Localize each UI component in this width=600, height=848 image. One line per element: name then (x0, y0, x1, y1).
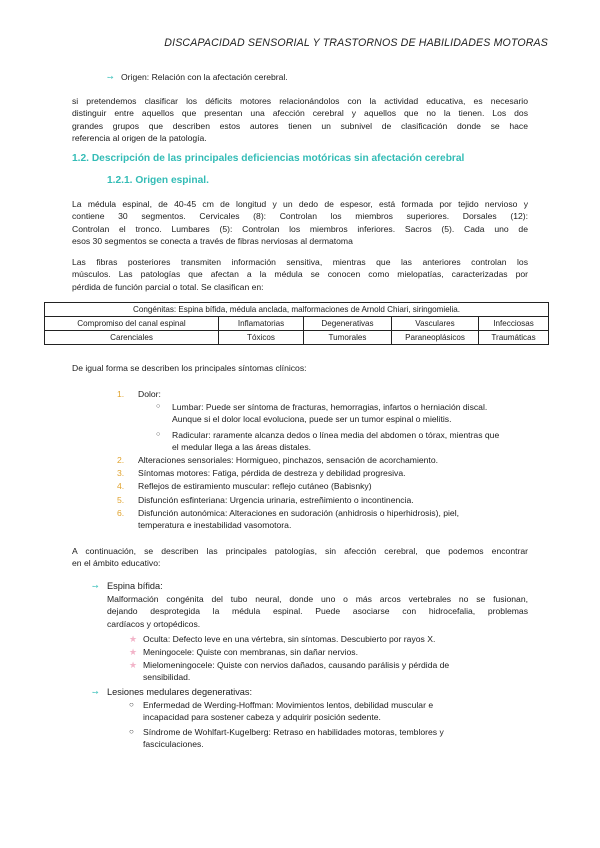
text-line: Mielomeningocele: Quiste con nervios dañados, causando parálisis y pérdida de (143, 660, 450, 670)
list-number: 2. (117, 455, 125, 465)
table-cell: Inflamatorias (219, 317, 304, 331)
list-number: 1. (117, 389, 125, 399)
text-line: referencia al origen de la patología. (72, 133, 207, 144)
espina-bifida-description (107, 593, 528, 630)
text-line: Lumbar: Puede ser síntoma de fracturas, hemorragias, infartos o herniación discal. (172, 402, 488, 412)
text-line: distinguir entre aquellos que presentan una afección cerebral y aquellos que no la tienen. Los dos (72, 108, 528, 119)
text-line: esos 30 segmentos se conecta a través de fibras nerviosas al dermatoma (72, 236, 353, 247)
text-line: músculos. Las patologías que afectan a la médula se conocen como mielopatías, caracterizadas por (72, 269, 528, 280)
table-cell: Paraneoplásicos (392, 331, 479, 345)
circle-bullet-icon: ○ (129, 727, 134, 736)
arrow-bullet-icon: ➙ (92, 688, 99, 697)
table-cell: Infecciosas (479, 317, 549, 331)
table-row (45, 303, 549, 317)
list-number: 5. (117, 495, 125, 505)
list-item-autonomica (138, 507, 528, 532)
list-item-sensoriales: Alteraciones sensoriales: Hormigueo, pinchazos, sensación de acorchamiento. (138, 455, 438, 465)
list-number: 4. (117, 481, 125, 491)
star-bullet-icon: ★ (129, 647, 138, 657)
text-line: temperatura e inestabilidad vasomotora. (138, 520, 292, 531)
star-bullet-icon: ★ (129, 634, 138, 644)
sublist-item-lumbar (172, 401, 528, 426)
symptoms-intro: De igual forma se describen los principales síntomas clínicos: (72, 363, 307, 373)
text-line: Disfunción autonómica: Alteraciones en sudoración (anhidrosis o hiperhidrosis), piel, (138, 508, 460, 518)
table-cell: Compromiso del canal espinal (45, 317, 219, 331)
lesiones-title: Lesiones medulares degenerativas: (107, 687, 253, 697)
text-line: La médula espinal, de 40-45 cm de longitud y un dedo de espesor, está formada por tejido nervioso y (72, 199, 528, 209)
list-item-reflejos: Reflejos de estiramiento muscular: reflejo cutáneo (Babisnky) (138, 481, 372, 491)
espina-bifida-title: Espina bífida: (107, 581, 163, 591)
espina-meningocele: Meningocele: Quiste con membranas, sin dañar nervios. (143, 647, 358, 657)
table-cell: Degenerativas (304, 317, 392, 331)
table-cell: Congénitas: Espina bífida, médula anclada, malformaciones de Arnold Chiari, siringomielia. (45, 303, 549, 317)
text-line: sensibilidad. (143, 672, 191, 683)
table-row (45, 317, 549, 331)
intro-paragraph (72, 95, 528, 145)
text-line: incapacidad para sostener cabeza y adquirir posición sedente. (143, 712, 381, 723)
espina-oculta: Oculta: Defecto leve en una vértebra, sin síntomas. Descubierto por rayos X. (143, 634, 436, 644)
section-heading: 1.2. Descripción de las principales deficiencias motóricas sin afectación cerebral (72, 153, 465, 164)
fibers-paragraph (72, 256, 528, 293)
spinal-cord-paragraph (72, 198, 528, 248)
table-cell: Carenciales (45, 331, 219, 345)
text-line: en el ámbito educativo: (72, 558, 161, 569)
text-line: cardíacos y ortopédicos. (107, 618, 201, 629)
text-line: Radicular: raramente alcanza dedos o línea media del abdomen o tórax, mientras que (172, 430, 500, 440)
circle-bullet-icon: ○ (156, 431, 161, 438)
text-line: Aunque si el dolor local evoluciona, puede ser un tumor espinal o mielitis. (172, 414, 452, 425)
origen-bullet: Origen: Relación con la afectación cerebral. (121, 72, 288, 82)
circle-bullet-icon: ○ (129, 700, 134, 709)
sublist-item-radicular (172, 429, 528, 454)
text-line: Malformación congénita del tubo neural, donde uno o más arcos vertebrales no se fusionan, (107, 594, 528, 604)
list-item-dolor: Dolor: (138, 389, 161, 399)
text-line: Controlan el tronco. Lumbares (5): Controlan los miembros inferiores. Sacros (5). Cada uno de (72, 223, 528, 234)
espina-mielomeningocele (143, 659, 528, 684)
text-line: grandes grupos que describen estos autores tienen un subnivel de clasificación donde se hace (72, 120, 528, 131)
subsection-heading: 1.2.1. Origen espinal. (107, 175, 209, 186)
list-number: 3. (117, 468, 125, 478)
list-number: 6. (117, 508, 125, 518)
text-line: fasciculaciones. (143, 739, 204, 750)
list-item-esfinteriana: Disfunción esfinteriana: Urgencia urinaria, estreñimiento o incontinencia. (138, 495, 414, 505)
table-cell: Tumorales (304, 331, 392, 345)
table-cell: Vasculares (392, 317, 479, 331)
arrow-bullet-icon: ➙ (92, 582, 99, 591)
text-line: Enfermedad de Werding-Hoffman: Movimientos lentos, debilidad muscular e (143, 700, 434, 710)
table-cell: Tóxicos (219, 331, 304, 345)
table-row (45, 331, 549, 345)
wohlfart-kugelberg-item (143, 726, 528, 751)
text-line: pérdida de función parcial o total. Se clasifican en: (72, 281, 264, 292)
circle-bullet-icon: ○ (156, 403, 161, 410)
text-line: Las fibras posteriores transmiten información sensitiva, mientras que las anteriores controlan los (72, 257, 528, 267)
text-line: el medular llega a las áreas distales. (172, 442, 312, 453)
arrow-bullet-icon: ➙ (107, 73, 114, 82)
running-header: DISCAPACIDAD SENSORIAL Y TRASTORNOS DE HABILIDADES MOTORAS (164, 37, 548, 49)
text-line: si pretendemos clasificar los déficits motores relacionándolos con la actividad educativa, es necesario (72, 96, 528, 106)
text-line: A continuación, se describen las principales patologías, sin afección cerebral, que podemos encontrar (72, 546, 528, 556)
classification-table (44, 302, 549, 345)
text-line: contiene 30 segmentos. Cervicales (8): Controlan los miembros superiores. Dorsales (12): (72, 211, 528, 222)
pathologies-intro (72, 545, 528, 570)
werdnig-hoffman-item (143, 699, 528, 724)
text-line: dejando desprotegida la médula espinal. Puede asociarse con hidrocefalia, problemas (107, 606, 528, 617)
list-item-motores: Síntomas motores: Fatiga, pérdida de destreza y debilidad progresiva. (138, 468, 406, 478)
table-cell: Traumáticas (479, 331, 549, 345)
text-line: Síndrome de Wohlfart-Kugelberg: Retraso en habilidades motoras, temblores y (143, 727, 444, 737)
star-bullet-icon: ★ (129, 660, 138, 670)
